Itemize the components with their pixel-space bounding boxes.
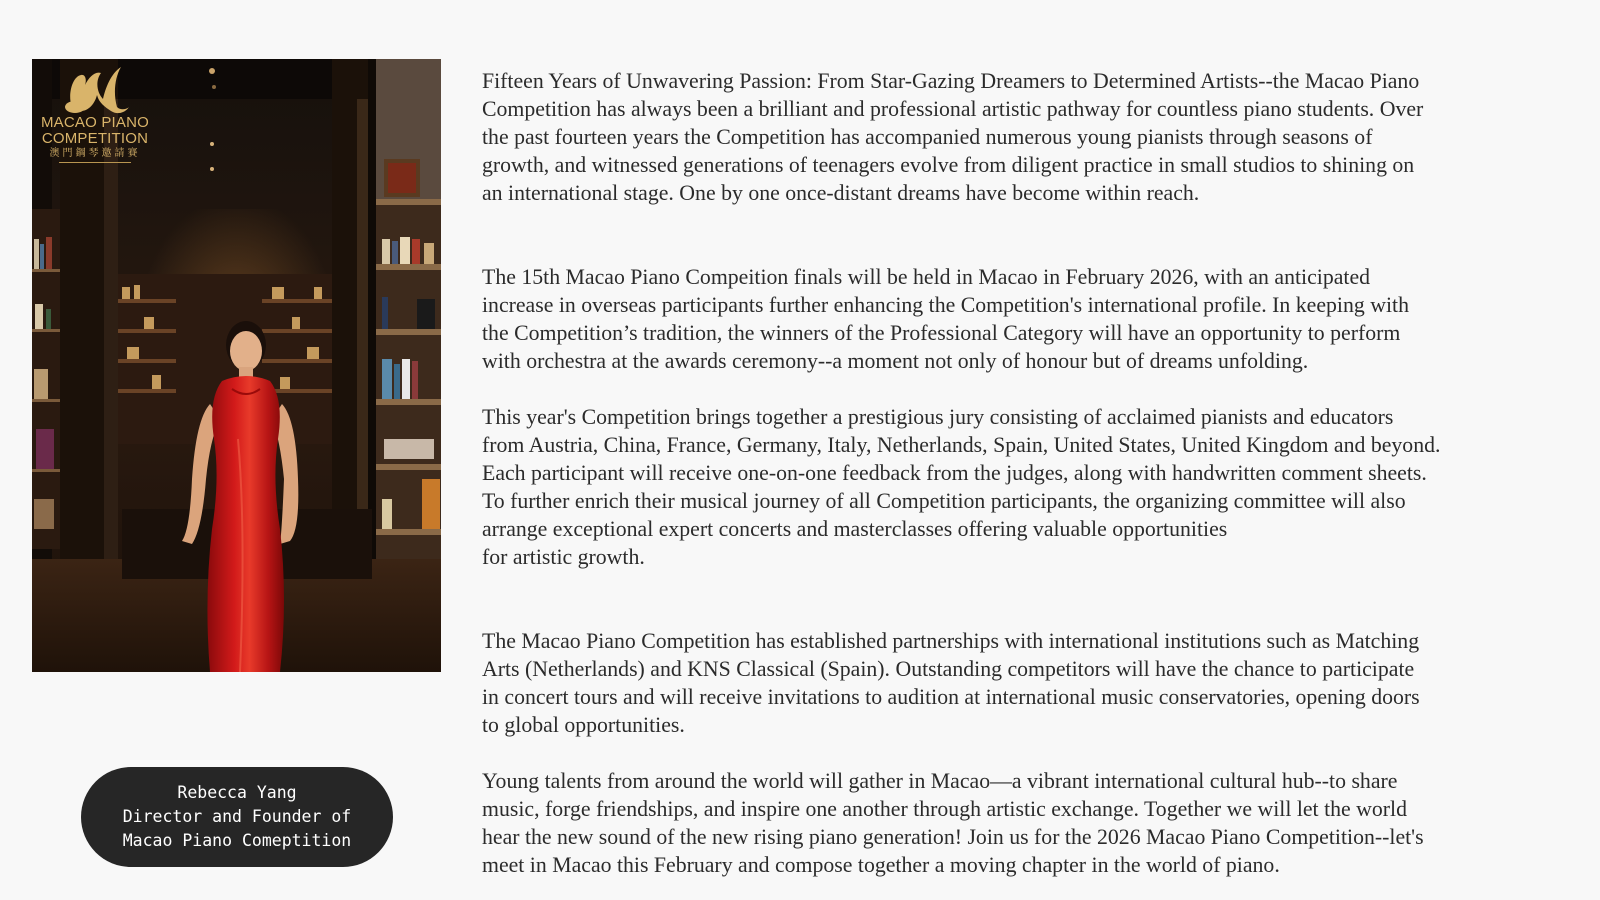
paragraph-jury — [482, 403, 1518, 571]
portrait-caption — [81, 767, 393, 867]
text-line: for artistic growth. — [482, 545, 645, 569]
competition-logo — [40, 63, 150, 164]
caption-name: Rebecca Yang — [177, 783, 297, 802]
logo-text-chinese: 澳門鋼琴邀請賽 — [49, 148, 141, 159]
text-line: the past fourteen years the Competition has accompanied numerous young pianists through seasons of — [482, 125, 1373, 149]
text-line: Arts (Netherlands) and KNS Classical (Spain). Outstanding competitors will have the chance to participate — [482, 657, 1415, 681]
text-line: To further enrich their musical journey of all Competition participants, the organizing committee will also — [482, 489, 1406, 513]
caption-title: Director and Founder of — [122, 807, 352, 826]
text-line: Each participant will receive one-on-one feedback from the judges, along with handwritten comment sheets. — [482, 461, 1427, 485]
paragraph-invitation — [482, 767, 1518, 879]
text-line: an international stage. One by one once-distant dreams have become within reach. — [482, 181, 1200, 205]
text-line: in concert tours and will receive invitations to audition at international music conservatories, opening doors — [482, 685, 1420, 709]
paragraph-intro — [482, 67, 1518, 207]
text-line: music, forge friendships, and inspire one another through artistic exchange. Together we will let the world — [482, 797, 1407, 821]
text-line: arrange exceptional expert concerts and masterclasses offering valuable opportunities — [482, 517, 1228, 541]
text-line: Young talents from around the world will gather in Macao—a vibrant international cultural hub--to share — [482, 769, 1398, 793]
logo-divider — [59, 162, 131, 163]
logo-text-line2: COMPETITION — [41, 130, 149, 147]
text-line: the Competition’s tradition, the winners of the Professional Category will have an opportunity to perform — [482, 321, 1401, 345]
text-line: with orchestra at the awards ceremony--a moment not only of honour but of dreams unfolding. — [482, 349, 1309, 373]
text-line: from Austria, China, France, Germany, Italy, Netherlands, Spain, United States, United Kingdom and beyond. — [482, 433, 1441, 457]
logo-text-line1: MACAO PIANO — [40, 114, 150, 131]
paragraph-partnerships — [482, 627, 1518, 739]
paragraph-finals — [482, 263, 1518, 375]
text-line: increase in overseas participants further enhancing the Competition's international profile. In keeping with — [482, 293, 1409, 317]
text-line: hear the new sound of the new rising piano generation! Join us for the 2026 Macao Piano Competition--let's — [482, 825, 1424, 849]
text-line: meet in Macao this February and compose together a moving chapter in the world of piano. — [482, 853, 1280, 877]
music-note-icon — [40, 63, 150, 115]
caption-organization: Macao Piano Comeptition — [122, 831, 352, 850]
portrait-photo — [32, 59, 441, 672]
text-line: The 15th Macao Piano Compeition finals will be held in Macao in February 2026, with an anticipated — [482, 265, 1371, 289]
text-line: Competition has always been a brilliant and professional artistic pathway for countless piano students. Over — [482, 97, 1424, 121]
text-line: to global opportunities. — [482, 713, 685, 737]
text-line: Fifteen Years of Unwavering Passion: From Star-Gazing Dreamers to Determined Artists--the Macao Piano — [482, 69, 1420, 93]
article-body — [482, 67, 1518, 879]
text-line: The Macao Piano Competition has established partnerships with international institutions such as Matching — [482, 629, 1420, 653]
text-line: growth, and witnessed generations of teenagers evolve from diligent practice in small studios to shining on — [482, 153, 1415, 177]
text-line: This year's Competition brings together a prestigious jury consisting of acclaimed pianists and educators — [482, 405, 1394, 429]
